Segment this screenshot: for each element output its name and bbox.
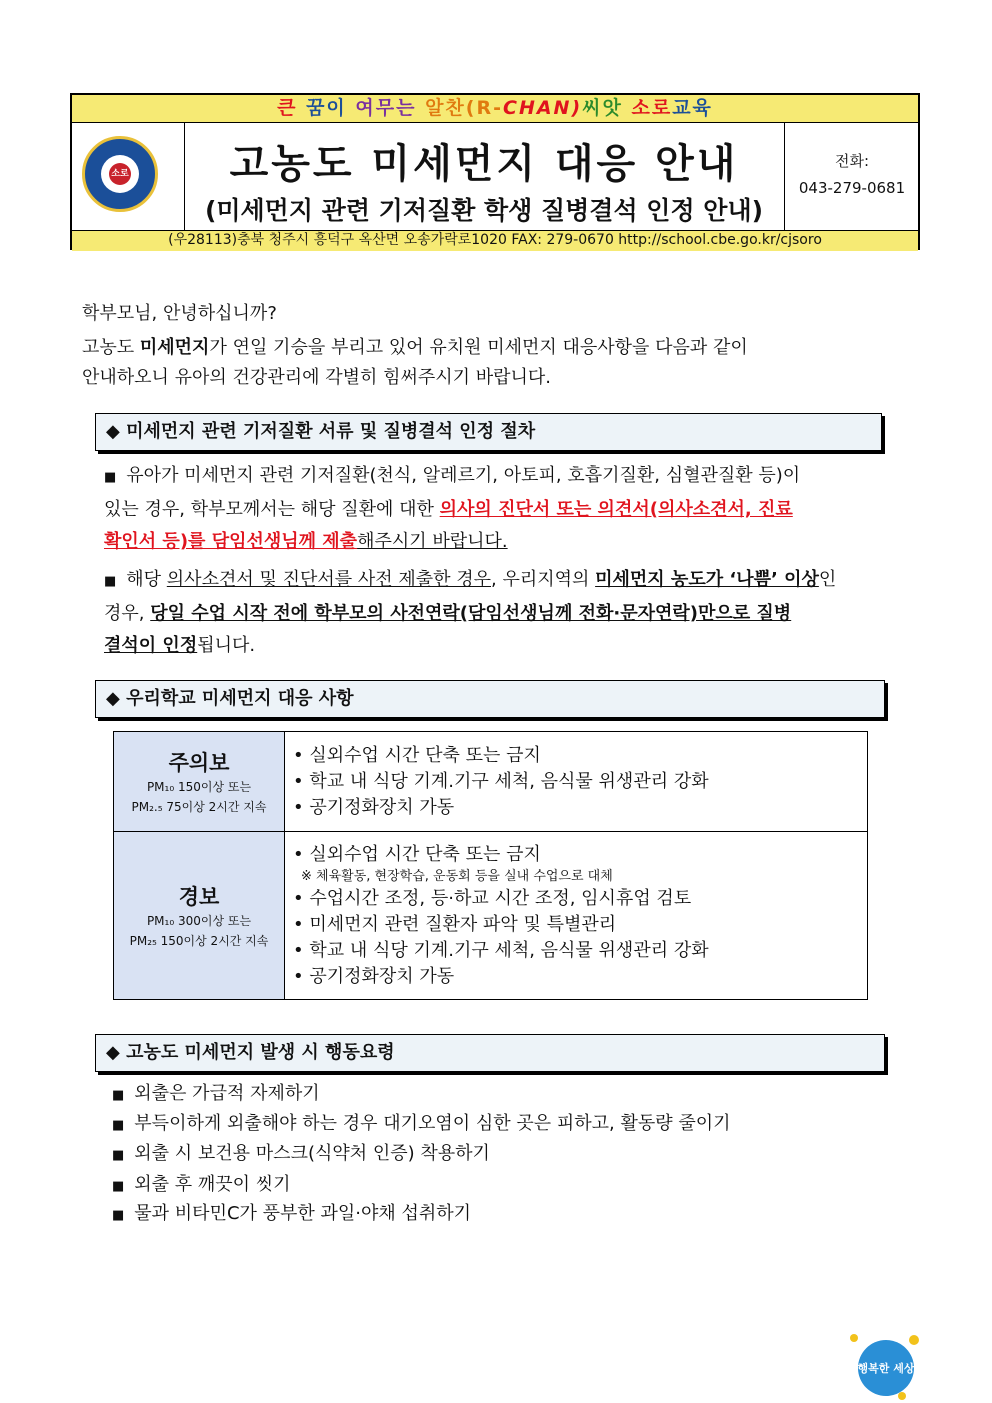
square-bullet-icon: ■ xyxy=(104,470,117,485)
slogan-part: 소로 xyxy=(631,97,673,119)
document-subtitle: (미세먼지 관련 기저질환 학생 질병결석 인정 안내) xyxy=(204,196,764,225)
intro-line-1: 고농도 미세먼지가 연일 기승을 부리고 있어 유치원 미세먼지 대응사항을 다음과 같이 xyxy=(82,337,748,358)
address-bar: (우28113)충북 청주시 흥덕구 옥산면 오송가락로1020 FAX: 279-0670 http://school.cbe.go.kr/cjsoro xyxy=(72,230,918,251)
list-item: • 미세먼지 관련 질환자 파악 및 특별관리 xyxy=(293,913,617,935)
slogan-part: 큰 xyxy=(277,97,307,119)
school-slogan xyxy=(72,95,918,123)
list-item: ■ 외출은 가급적 자제하기 xyxy=(112,1083,320,1104)
level-name: 주의보 xyxy=(168,750,230,775)
slogan-part: CHAN) xyxy=(503,97,583,119)
section-heading-action-guide: ◆ 고농도 미세먼지 발생 시 행동요령 xyxy=(95,1034,885,1072)
level-cell: 주의보 PM₁₀ 150이상 또는 PM₂.₅ 75이상 2시간 지속 xyxy=(114,732,285,832)
list-item: • 수업시간 조정, 등·하교 시간 조정, 임시휴업 검토 xyxy=(293,887,692,909)
section-heading-school-response: ◆ 우리학교 미세먼지 대응 사항 xyxy=(95,680,885,718)
logo-mark: 소로 xyxy=(109,163,131,185)
table-row xyxy=(114,732,868,832)
slogan-part: (R- xyxy=(465,97,503,119)
phone-number: 043-279-0681 xyxy=(798,179,906,197)
procedure-bullet-1: ■ 유아가 미세먼지 관련 기저질환(천식, 알레르기, 아토피, 호흡기질환, 심혈관질환 등)이 있는 경우, 학부모께서는 해당 질환에 대한 의사의 진단서 또는 의견서(의사소견서, 진료 확인서 등)를 담임선생님께 제출해주시기 바랍니다. xyxy=(104,465,801,552)
procedure-bullet-2: ■ 해당 의사소견서 및 진단서를 사전 제출한 경우, 우리지역의 미세먼지 농도가 ‘나쁨’ 이상인 경우, 당일 수업 시작 전에 학부모의 사전연락(담임선생님께 전화·문자연락)만으로 질병 결석이 인정됩니다. xyxy=(104,569,837,656)
required-documents: 의사의 진단서 또는 의견서(의사소견서, 진료 xyxy=(439,499,793,520)
title-cell xyxy=(184,122,784,230)
phone-label: 전화: xyxy=(834,152,870,170)
list-item: • 공기정화장치 가동 xyxy=(293,796,455,818)
letterhead xyxy=(70,93,920,250)
slogan-part: 씨앗 xyxy=(582,97,632,119)
section-heading-procedure: ◆ 미세먼지 관련 기저질환 서류 및 질병결석 인정 절차 xyxy=(95,413,882,451)
list-item: • 실외수업 시간 단축 또는 금지 xyxy=(293,744,541,766)
intro-line-2: 안내하오니 유아의 건강관리에 각별히 힘써주시기 바랍니다. xyxy=(82,367,552,388)
greeting: 학부모님, 안녕하십니까? xyxy=(82,303,277,324)
list-item: ■ 외출 후 깨끗이 씻기 xyxy=(112,1174,291,1195)
response-table xyxy=(113,731,868,1000)
level-name: 경보 xyxy=(178,884,220,909)
school-logo xyxy=(82,136,158,212)
slogan-part: 여무는 xyxy=(355,97,426,119)
intro-keyword: 미세먼지 xyxy=(139,337,210,358)
badge-text: 행복한 세상 xyxy=(857,1362,915,1375)
list-item: • 학교 내 식당 기계.기구 세척, 음식물 위생관리 강화 xyxy=(293,770,709,792)
note: ※ 체육활동, 현장학습, 운동회 등을 실내 수업으로 대체 xyxy=(301,868,613,884)
list-item: ■ 외출 시 보건용 마스크(식약처 인증) 착용하기 xyxy=(112,1143,490,1164)
document-title: 고농도 미세먼지 대응 안내 xyxy=(229,141,739,187)
square-bullet-icon: ■ xyxy=(104,574,117,589)
list-item: • 학교 내 식당 기계.기구 세척, 음식물 위생관리 강화 xyxy=(293,939,709,961)
slogan-part: 교육 xyxy=(672,97,713,119)
table-row xyxy=(114,832,868,1000)
list-item: ■ 물과 비타민C가 풍부한 과일·야채 섭취하기 xyxy=(112,1203,472,1224)
list-item: ■ 부득이하게 외출해야 하는 경우 대기오염이 심한 곳은 피하고, 활동량 줄이기 xyxy=(112,1113,731,1134)
list-item: • 실외수업 시간 단축 또는 금지 xyxy=(293,843,541,865)
logo-cell xyxy=(72,122,185,230)
slogan-part: 꿈이 xyxy=(306,97,356,119)
happy-world-badge xyxy=(846,1330,922,1402)
slogan-part: 알찬 xyxy=(425,97,466,119)
list-item: • 공기정화장치 가동 xyxy=(293,965,455,987)
level-cell: 경보 PM₁₀ 300이상 또는 PM₂₅ 150이상 2시간 지속 xyxy=(114,832,285,1000)
phone-cell xyxy=(784,122,919,230)
actions-cell xyxy=(285,732,868,832)
actions-cell xyxy=(285,832,868,1000)
